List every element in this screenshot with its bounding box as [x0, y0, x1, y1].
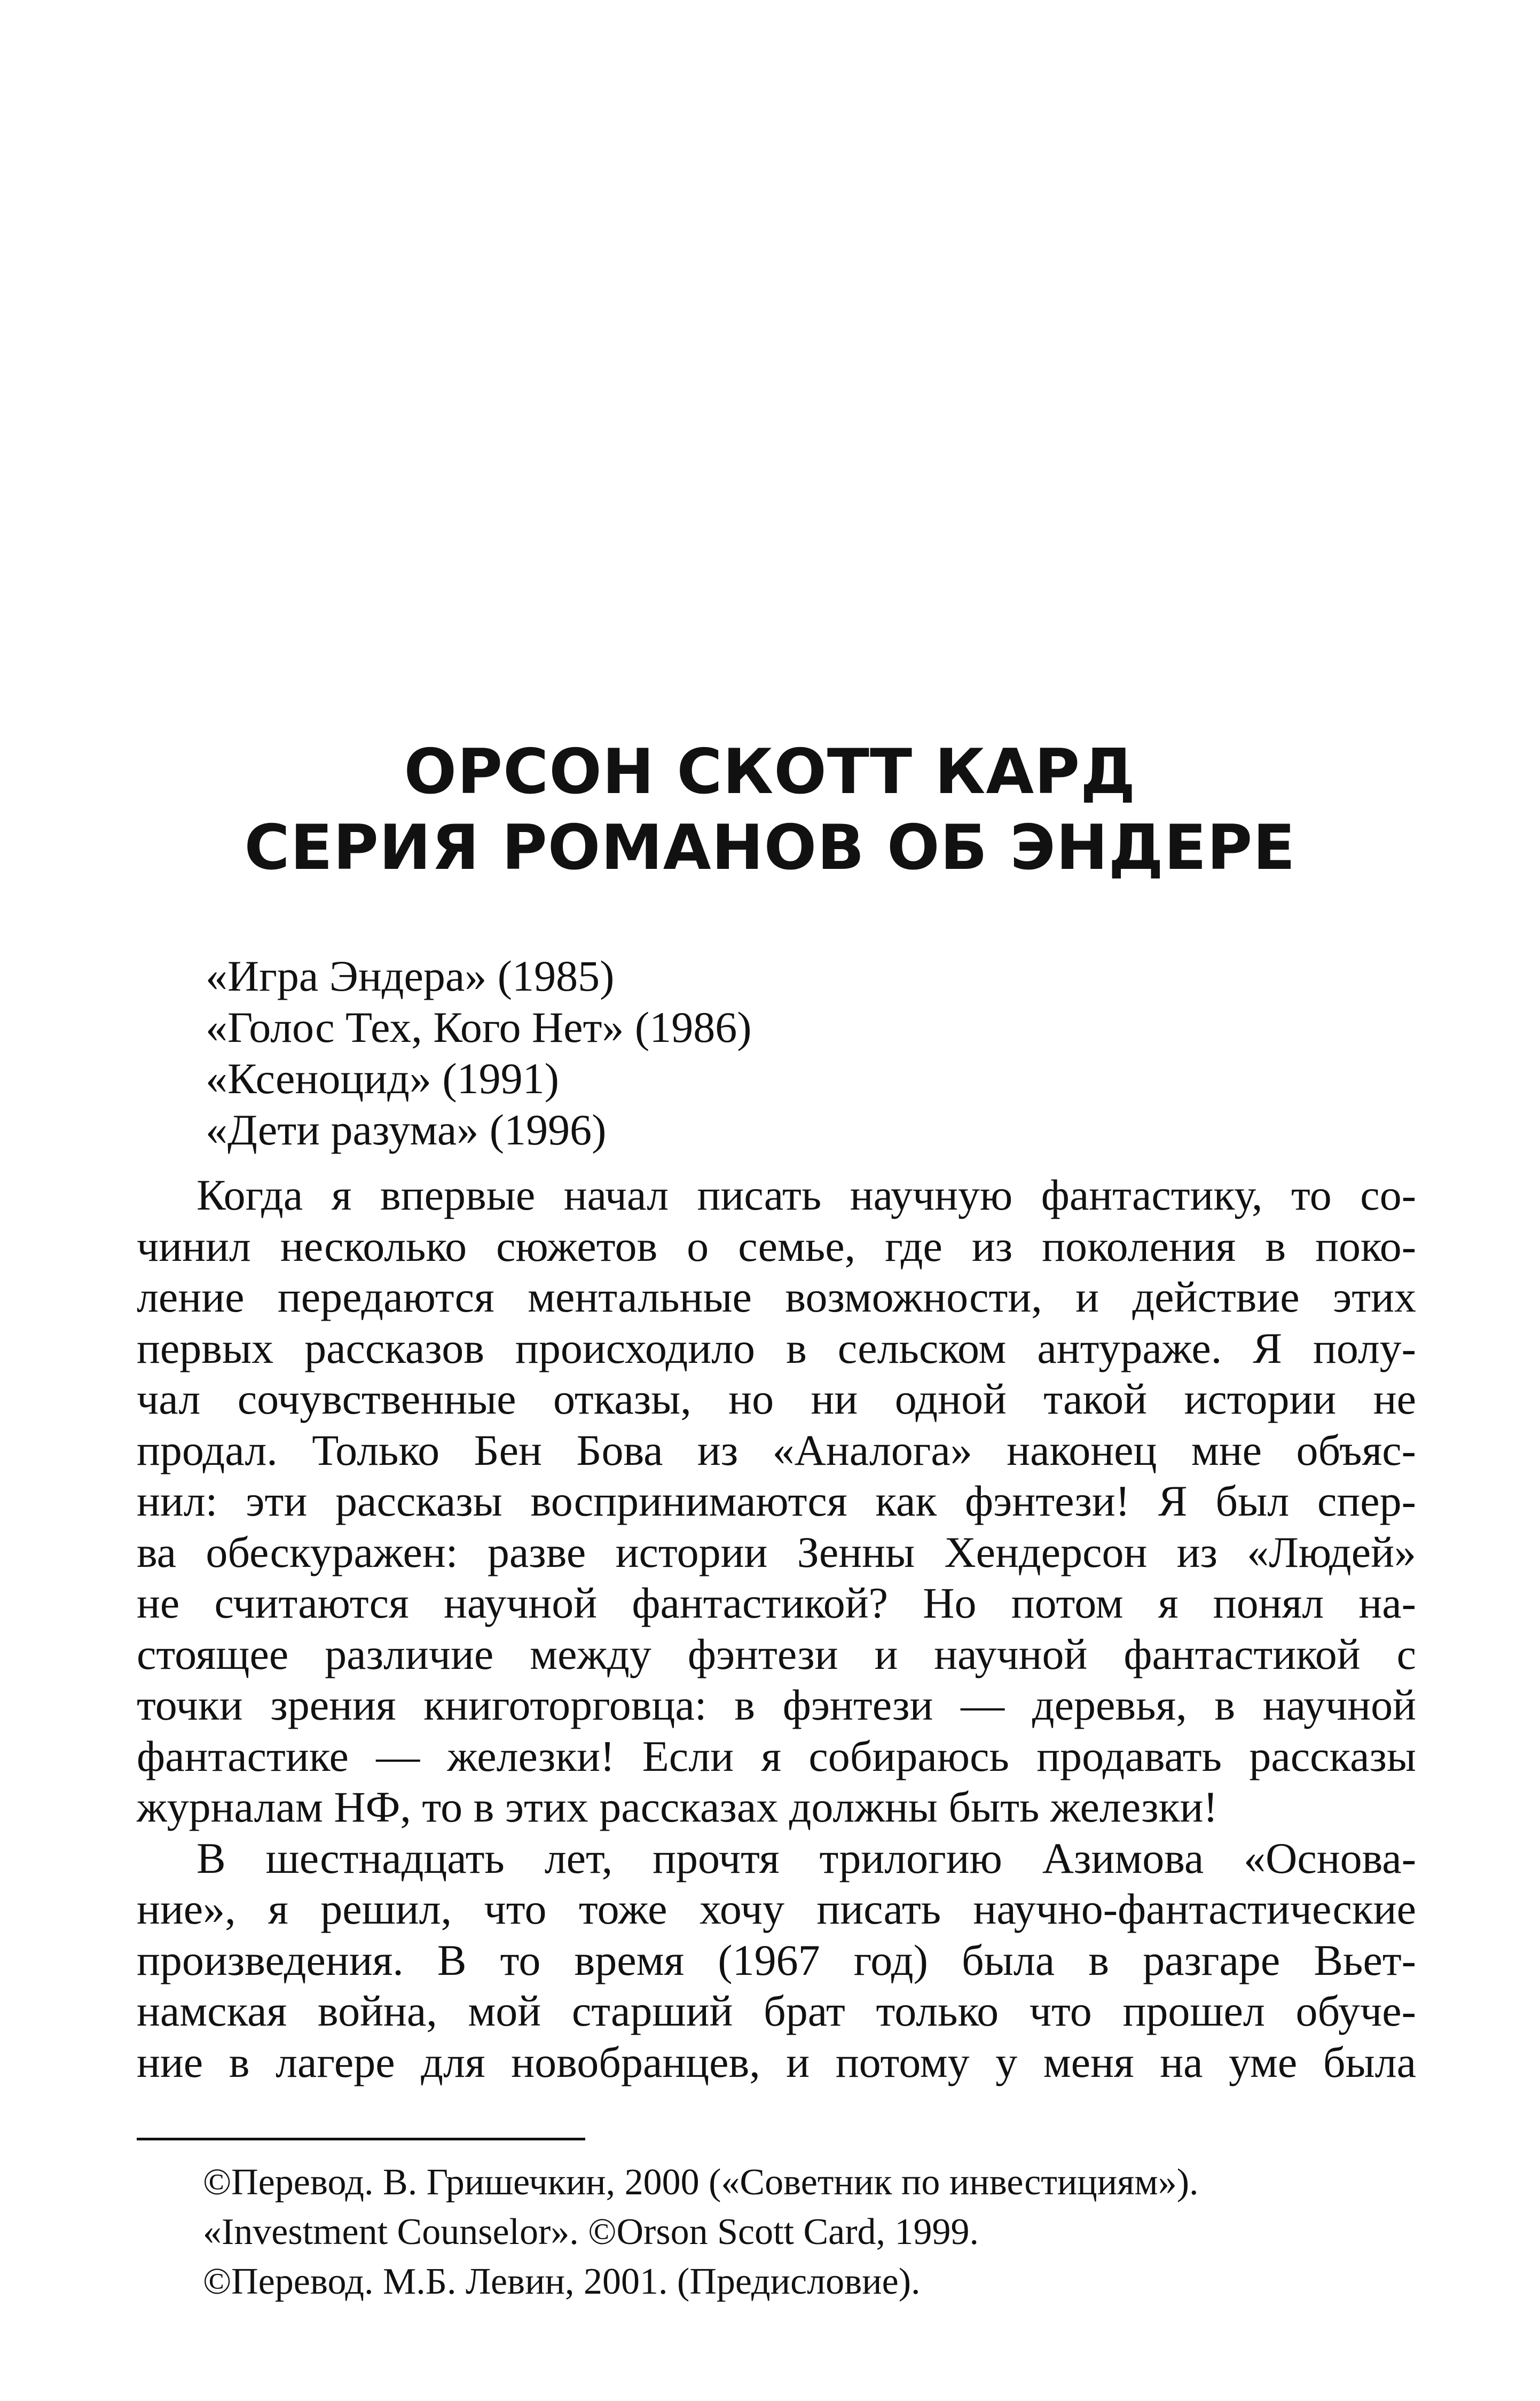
text-line: ние в лагере для новобранцев, и потому у меня на уме была	[137, 2037, 1416, 2086]
footnote-line: ©Перевод. В. Гришечкин, 2000 («Советник по инвестициям»).	[203, 2162, 1199, 2203]
text-line: не считаются научной фантастикой? Но потом я понял на-	[137, 1579, 1416, 1627]
body-text	[137, 1170, 1416, 2088]
text-line: Когда я впервые начал писать научную фантастику, то со-	[197, 1171, 1416, 1219]
work-item: «Игра Эндера» (1985)	[206, 952, 615, 1000]
text-line: продал. Только Бен Бова из «Аналога» наконец мне объяс-	[137, 1425, 1416, 1474]
text-line: первых рассказов происходило в сельском антураже. Я полу-	[137, 1323, 1416, 1372]
text-line: журналам НФ, то в этих рассказах должны быть железки!	[137, 1783, 1218, 1831]
text-line: стоящее различие между фэнтези и научной фантастикой с	[137, 1629, 1416, 1678]
text-line: В шестнадцать лет, прочтя трилогию Азимова «Основа-	[197, 1833, 1416, 1882]
works-list	[206, 951, 752, 1156]
paragraph-1	[137, 1170, 1416, 1833]
paragraph-2	[137, 1833, 1416, 2088]
text-line: произведения. В то время (1967 год) была в разгаре Вьет-	[137, 1935, 1416, 1984]
text-line: нил: эти рассказы воспринимаются как фэнтези! Я был спер-	[137, 1477, 1416, 1525]
text-line: точки зрения книготорговца: в фэнтези — деревья, в научной	[137, 1681, 1416, 1729]
footnote-line: «Investment Counselor». ©Orson Scott Card, 1999.	[203, 2211, 979, 2253]
text-line: фантастике — железки! Если я собираюсь продавать рассказы	[137, 1731, 1416, 1780]
title-author: ОРСОН СКОТТ КАРД	[404, 736, 1136, 808]
footnotes	[203, 2157, 1199, 2306]
text-line: чинил несколько сюжетов о семье, где из поколения в поко-	[137, 1221, 1416, 1270]
work-item: «Ксеноцид» (1991)	[206, 1054, 559, 1103]
title-series: СЕРИЯ РОМАНОВ ОБ ЭНДЕРЕ	[244, 812, 1296, 884]
footnote-line: ©Перевод. М.Б. Левин, 2001. (Предисловие).	[203, 2261, 921, 2302]
footnote-divider	[137, 2138, 585, 2140]
text-line: ние», я решил, что тоже хочу писать научно-фантастические	[137, 1885, 1416, 1933]
text-line: ление передаются ментальные возможности, и действие этих	[137, 1273, 1416, 1321]
text-line: намская война, мой старший брат только что прошел обуче-	[137, 1987, 1416, 2035]
text-line: ва обескуражен: разве истории Зенны Хендерсон из «Людей»	[137, 1527, 1416, 1576]
text-line: чал сочувственные отказы, но ни одной такой истории не	[137, 1375, 1416, 1423]
work-item: «Дети разума» (1996)	[206, 1105, 607, 1154]
page-title	[0, 734, 1540, 886]
work-item: «Голос Тех, Кого Нет» (1986)	[206, 1003, 752, 1052]
